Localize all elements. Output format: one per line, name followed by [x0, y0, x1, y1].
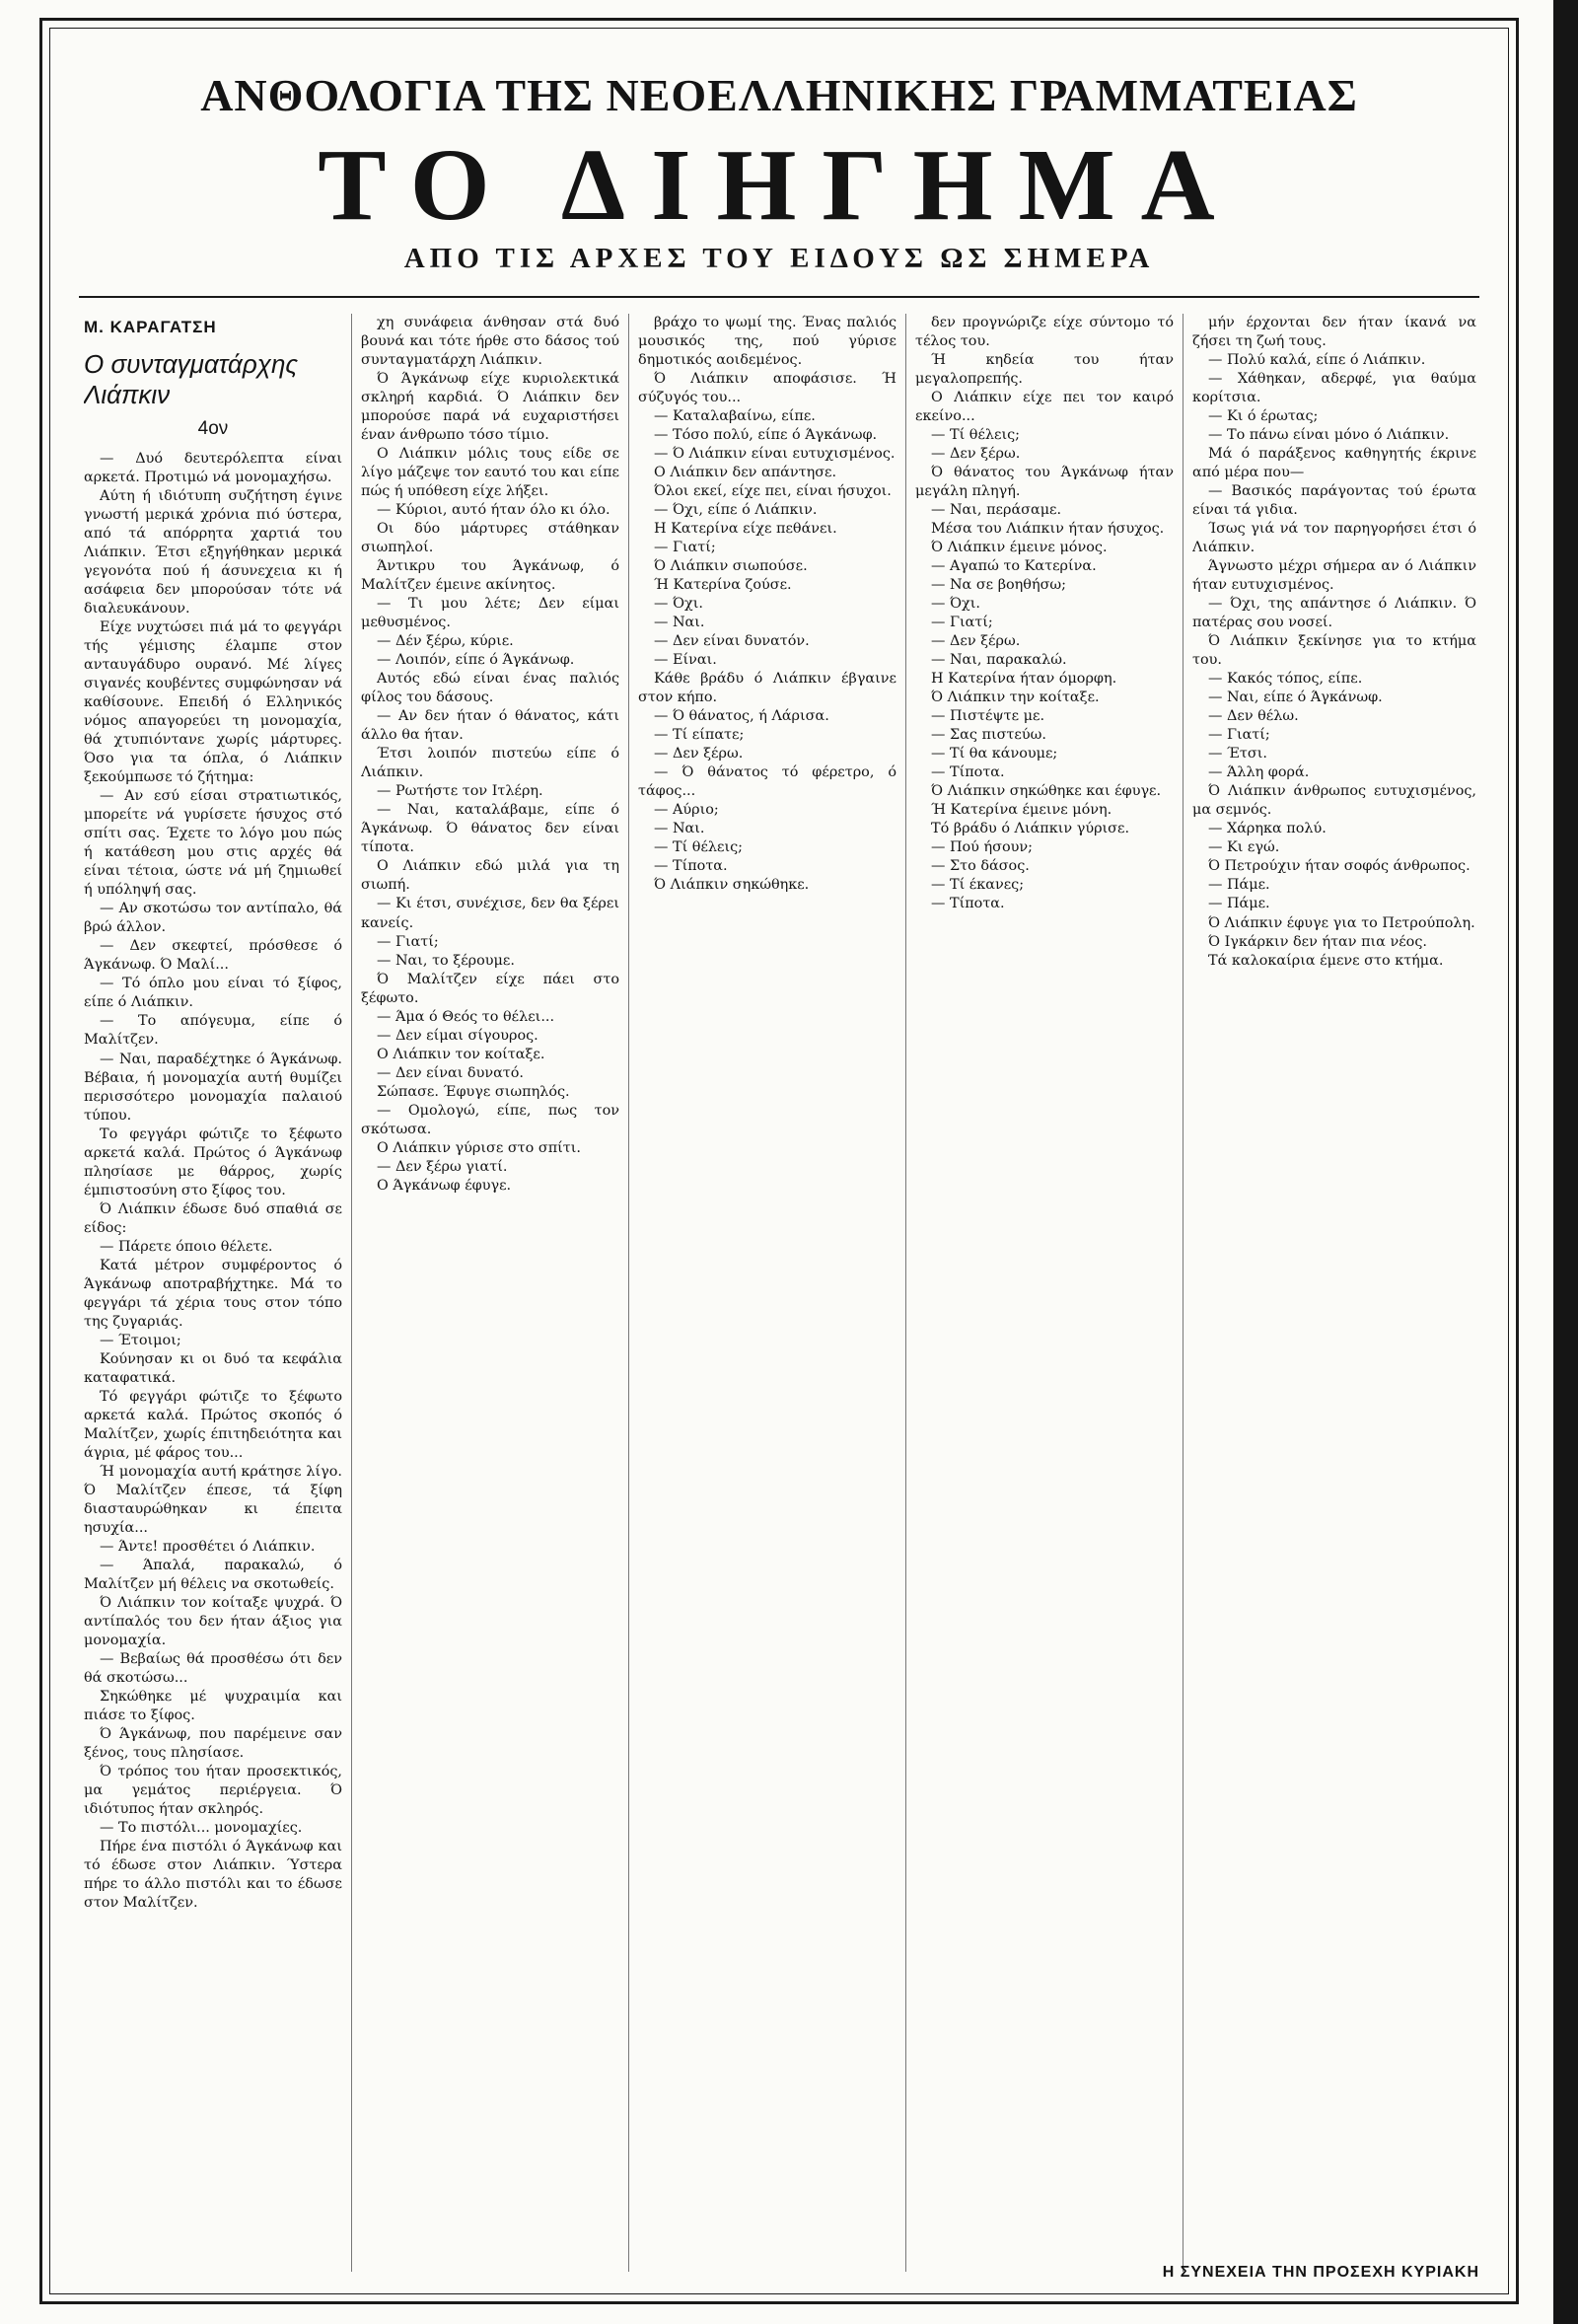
paragraph: Η Κατερίνα ήταν όμορφη. [931, 671, 1117, 688]
paragraph: Ή κηδεία του ήταν μεγαλοπρεπής. [915, 352, 1174, 388]
paragraph: — Να σε βοηθήσω; [931, 577, 1066, 594]
paragraph: Ή Κατερίνα έμεινε μόνη. [931, 802, 1112, 819]
paragraph: — Όχι. [931, 596, 980, 613]
column-divider [351, 314, 352, 2272]
article-column-4 [915, 314, 1174, 2267]
paragraph: — Δεν ξέρω. [931, 446, 1021, 463]
paragraph: βράχο το ψωμί της. Ένας παλιός μουσικός της, πού γύρισε δημοτικός αοιδεμένος. [638, 315, 897, 369]
paragraph: — Αν σκοτώσω τον αντίπαλο, θά βρώ άλλον. [84, 901, 342, 936]
paragraph: — Ναι, παραδέχτηκε ό Άγκάνωφ. Βέβαια, ή μονομαχία αυτή θυμίζει περισσότερο μονομαχία παλαιού τύπου. [84, 1051, 342, 1124]
paragraph: — Ομολογώ, είπε, πως τον σκότωσα. [361, 1102, 619, 1137]
header-rule [79, 296, 1479, 298]
paragraph: — Όχι, είπε ό Λιάπκιν. [654, 502, 818, 519]
article-column-1 [84, 314, 342, 2267]
paragraph: Ό Λιάπκιν άνθρωπος ευτυχισμένος, μα σεμνός. [1192, 783, 1476, 819]
scan-edge [1553, 0, 1578, 2324]
paragraph: — Άλλη φορά. [1208, 764, 1310, 781]
paragraph: — Τό όπλο μου είναι τό ξίφος, είπε ό Λιάπκιν. [84, 976, 342, 1011]
paragraph: Σηκώθηκε μέ ψυχραιμία και πιάσε το ξίφος. [84, 1689, 342, 1724]
paragraph: Άγνωστο μέχρι σήμερα αν ό Λιάπκιν ήταν ευτυχισμένος. [1192, 558, 1476, 594]
paragraph: — Άντε! προσθέτει ό Λιάπκιν. [100, 1538, 316, 1555]
paragraph: Τό βράδυ ό Λιάπκιν γύρισε. [931, 821, 1130, 837]
paragraph: Σώπασε. Έφυγε σιωπηλός. [377, 1083, 570, 1100]
paragraph: — Γιατί; [1208, 727, 1270, 744]
paragraph: — Βασικός παράγοντας τού έρωτα είναι τά γιδια. [1192, 483, 1476, 519]
paragraph: — Έτσι. [1208, 746, 1267, 763]
paragraph: — Όχι, της απάντησε ό Λιάπκιν. Ό πατέρας σου νοσεί. [1192, 596, 1476, 631]
paragraph: — Τίποτα. [654, 858, 728, 875]
paragraph: Κατά μέτρον συμφέροντος ό Άγκάνωφ αποτραβήχτηκε. Μά το φεγγάρι τά χέρια τους στον τόπο της ζυγαριάς. [84, 1257, 342, 1330]
paragraph: δεν προγνώριζε είχε σύντομο τό τέλος του. [915, 315, 1174, 350]
paragraph: Ο Λιάπκιν γύρισε στο σπίτι. [377, 1139, 581, 1156]
paragraph: Ό Πετρούχιν ήταν σοφός άνθρωπος. [1208, 858, 1470, 875]
subtitle: ΑΠΟ ΤΙΣ ΑΡΧΕΣ ΤΟΥ ΕΙΔΟΥΣ ΩΣ ΣΗΜΕΡΑ [403, 242, 1155, 274]
paragraph: — Κακός τόπος, είπε. [1208, 671, 1363, 688]
paragraph: — Πού ήσουν; [931, 839, 1033, 856]
paragraph: — Στο δάσος. [931, 858, 1030, 875]
paragraph: Έτσι λοιπόν πιστεύω είπε ό Λιάπκιν. [361, 746, 619, 781]
paragraph: Ο Λιάπκιν εδώ μιλά για τη σιωπή. [361, 858, 619, 894]
paragraph: Ο Λιάπκιν δεν απάντησε. [654, 465, 837, 481]
paragraph: Πήρε ένα πιστόλι ό Άγκάνωφ και τό έδωσε στον Λιάπκιν. Ύστερα πήρε το άλλο πιστόλι και το έδωσε στον Μαλίτζεν. [84, 1839, 342, 1912]
paragraph: Οι δύο μάρτυρες στάθηκαν σιωπηλοί. [361, 521, 619, 556]
paragraph: — Το πιστόλι... μονομαχίες. [100, 1820, 303, 1837]
paragraph: — Τί θέλεις; [931, 427, 1021, 444]
paragraph: — Τί έκανες; [931, 877, 1025, 894]
paragraph: Ό Λιάπκιν σηκώθηκε. [654, 877, 810, 894]
paragraph: Η Κατερίνα είχε πεθάνει. [654, 521, 837, 538]
article-column-5 [1192, 314, 1476, 2267]
paragraph: Μά ό παράξενος καθηγητής έκρινε από μέρα που— [1192, 446, 1476, 481]
paragraph: Ο Άγκάνωφ έφυγε. [377, 1177, 512, 1194]
paragraph: — Γιατί; [654, 540, 716, 556]
paragraph: — Πάρετε όποιο θέλετε. [100, 1238, 273, 1255]
paragraph: — Σας πιστεύω. [931, 727, 1046, 744]
article-column-2 [361, 314, 619, 2267]
paragraph: Μέσα του Λιάπκιν ήταν ήσυχος. [931, 521, 1165, 538]
paragraph: — Λοιπόν, είπε ό Άγκάνωφ. [377, 652, 575, 669]
paragraph: Ή Κατερίνα ζούσε. [654, 577, 792, 594]
paragraph: — Δεν σκεφτεί, πρόσθεσε ό Άγκάνωφ. Ό Μαλί... [84, 938, 342, 974]
paragraph: — Δεν είναι δυνατόν. [654, 633, 810, 650]
paragraph: — Ό Λιάπκιν είναι ευτυχισμένος. [654, 446, 896, 463]
paragraph: — Χάθηκαν, αδερφέ, για θαύμα κορίτσια. [1192, 371, 1476, 406]
author-name: Μ. ΚΑΡΑΓΑΤΣΗ [84, 318, 217, 336]
paragraph: — Τί είπατε; [654, 727, 745, 744]
paragraph: — Το απόγευμα, είπε ό Μαλίτζεν. [84, 1013, 342, 1049]
paragraph: — Τί θα κάνουμε; [931, 746, 1058, 763]
paragraph: — Δέν ξέρω, κύριε. [377, 633, 514, 650]
paragraph: Όλοι εκεί, είχε πει, είναι ήσυχοι. [654, 483, 892, 500]
paragraph: Ο Λιάπκιν μόλις τους είδε σε λίγο μάζεψε τον εαυτό του και είπε πώς ή υπόθεση είχε λήξει. [361, 446, 619, 500]
paragraph: Κούνησαν κι οι δυό τα κεφάλια καταφατικά. [84, 1350, 342, 1386]
paragraph: — Όχι. [654, 596, 703, 613]
paragraph: — Τίποτα. [931, 896, 1005, 912]
paragraph: — Βεβαίως θά προσθέσω ότι δεν θά σκοτώσω... [84, 1651, 342, 1687]
paragraph: Ό Λιάπκιν τον κοίταξε ψυχρά. Ό αντίπαλός του δεν ήταν άξιος για μονομαχία. [84, 1594, 342, 1648]
paragraph: — Αγαπώ το Κατερίνα. [931, 558, 1097, 575]
paragraph: Ό τρόπος του ήταν προσεκτικός, μα γεμάτος περιέργεια. Ό ιδιότυπος ήταν σκληρός. [84, 1764, 342, 1818]
paragraph: Ό Μαλίτζεν είχε πάει στο ξέφωτο. [361, 971, 619, 1006]
paragraph: Ίσως γιά νά τον παρηγορήσει έτσι ό Λιάπκιν. [1192, 521, 1476, 556]
paragraph: Ο Λιάπκιν τον κοίταξε. [377, 1046, 545, 1062]
paragraph: — Καταλαβαίνω, είπε. [654, 408, 816, 425]
paragraph: — Δεν ξέρω γιατί. [377, 1158, 508, 1175]
column-divider [905, 314, 906, 2272]
paragraph: — Τίποτα. [931, 764, 1005, 781]
paragraph: — Ναι, καταλάβαμε, είπε ό Άγκάνωφ. Ό θάνατος δεν είναι τίποτα. [361, 802, 619, 856]
paragraph: Ό θάνατος του Άγκάνωφ ήταν μεγάλη πληγή. [915, 465, 1174, 500]
paragraph: — Κύριοι, αυτό ήταν όλο κι όλο. [377, 502, 610, 519]
paragraph: Ο Λιάπκιν είχε πει τον καιρό εκείνο... [915, 390, 1174, 425]
paragraph: Είχε νυχτώσει πιά μά το φεγγάρι τής γέμισης έλαμπε στον ανταυγάδυρο ουρανό. Μέ λίγες σιγανές κουβέντες συμφώνησαν νά καθίσουνε. Επειδή ό Ελληνικός νόμος απαγορεύει τη μονομαχία, θά χτυπιόντανε χωρίς μάρτυρες. Όσο για τα όπλα, ό Λιάπκιν ξεκούμπωσε τό ζήτημα: [84, 619, 342, 786]
paragraph: — Ναι, είπε ό Άγκάνωφ. [1208, 690, 1383, 706]
paragraph: Τά καλοκαίρια έμενε στο κτήμα. [1208, 952, 1444, 969]
paragraph: — Πιστέψτε με. [931, 708, 1045, 725]
paragraph: Ό Λιάπκιν ξεκίνησε για το κτήμα του. [1192, 633, 1476, 669]
column-divider [628, 314, 629, 2272]
paragraph: — Ναι, το ξέρουμε. [377, 952, 515, 969]
paragraph: — Είναι. [654, 652, 717, 669]
paragraph: — Κι έτσι, συνέχισε, δεν θα ξέρει κανείς. [361, 896, 619, 931]
paragraph: — Άπαλά, παρακαλώ, ό Μαλίτζεν μή θέλεις να σκοτωθείς. [84, 1557, 342, 1592]
paragraph: Αυτός εδώ είναι ένας παλιός φίλος του δάσους. [361, 671, 619, 706]
paragraph: — Ναι, περάσαμε. [931, 502, 1062, 519]
episode-number: 4ον [197, 418, 229, 439]
story-title: Ο συνταγματάρχης Λιάπκιν [84, 349, 299, 409]
paragraph: — Δεν ξέρω. [931, 633, 1021, 650]
paragraph: — Δεν είμαι σίγουρος. [377, 1027, 538, 1044]
paragraph: — Αύριο; [654, 802, 719, 819]
paragraph: Άντικρυ του Άγκάνωφ, ό Μαλίτζεν έμεινε ακίνητος. [361, 558, 619, 594]
paragraph: Το φεγγάρι φώτιζε το ξέφωτο αρκετά καλά. Πρώτος ό Άγκάνωφ πλησίασε με θάρρος, χωρίς έμπιστοσύνη στο ξίφος του. [84, 1126, 342, 1198]
paragraph: — Τόσο πολύ, είπε ό Άγκάνωφ. [654, 427, 878, 444]
paragraph: Ό Ιγκάρκιν δεν ήταν πια νέος. [1208, 933, 1427, 950]
paragraph: — Δεν είναι δυνατό. [377, 1064, 524, 1081]
paragraph: — Γιατί; [377, 933, 439, 950]
paragraph: Ό Λιάπκιν σηκώθηκε και έφυγε. [931, 783, 1162, 800]
column-divider [1183, 314, 1184, 2272]
paragraph: — Άμα ό Θεός το θέλει... [377, 1008, 555, 1025]
paragraph: — Χάρηκα πολύ. [1208, 821, 1327, 837]
paragraph: Ό Λιάπκιν έδωσε δυό σπαθιά σε είδος: [84, 1200, 342, 1236]
paragraph: Τό φεγγάρι φώτιζε το ξέφωτο αρκετά καλά. Πρώτος σκοπός ό Μαλίτζεν, χωρίς έπιτηδειότητα και άγρια, μέ φάρος του... [84, 1388, 342, 1461]
paragraph: — Ρωτήστε τον Ιτλέρη. [377, 783, 543, 800]
paragraph: — Δεν ξέρω. [654, 746, 744, 763]
paragraph: — Τί θέλεις; [654, 839, 744, 856]
paragraph: — Ναι, παρακαλώ. [931, 652, 1067, 669]
paragraph: — Ό θάνατος τό φέρετρο, ό τάφος... [638, 764, 897, 800]
paragraph: — Γιατί; [931, 615, 993, 631]
paragraph: — Δυό δευτερόλεπτα είναι αρκετά. Προτιμώ νά μονομαχήσω. [84, 451, 342, 486]
paragraph: — Το πάνω είναι μόνο ό Λιάπκιν. [1208, 427, 1450, 444]
paragraph: — Αν εσύ είσαι στρατιωτικός, μπορείτε νά γυρίσετε ήσυχος στό σπίτι σας. Έχετε το λόγο μου πώς ή κατάθεση μου στις αρχές θά είναι τέτοια, ώστε νά μή ζημιωθεί ή υπόληψή σας. [84, 788, 342, 899]
article-column-3 [638, 314, 897, 2267]
paragraph: — Κι ό έρωτας; [1208, 408, 1319, 425]
paragraph: Αύτη ή ιδιότυπη συζήτηση έγινε γνωστή μερικά χρόνια πιό ύστερα, από τά απόρρητα χαρτιά του Λιάπκιν. Έτσι εξηγήθηκαν μερικά γεγονότα πού ή άσυνεχεια κι ή ασάφεια δεν μπορούσαν τότε νά διαλευκάνουν. [84, 488, 342, 617]
paragraph: — Έτοιμοι; [100, 1332, 181, 1348]
paragraph: Ό Άγκάνωφ είχε κυριολεκτικά σκληρή καρδιά. Ό Λιάπκιν δεν μπορούσε παρά νά ευχαριστήσει έναν άνθρωπο τόσο τίμιο. [361, 371, 619, 444]
paragraph: χη συνάφεια άνθησαν στά δυό βουνά και τότε ήρθε στο δάσος τού συνταγματάρχη Λιάπκιν. [361, 315, 619, 369]
paragraph: Ό Λιάπκιν έφυγε για το Πετρούπολη. [1208, 914, 1475, 931]
paragraph: — Κι εγώ. [1208, 839, 1280, 856]
continuation-note: Η ΣΥΝΕΧΕΙΑ ΤΗΝ ΠΡΟΣΕΧΗ ΚΥΡΙΑΚΗ [1162, 2264, 1479, 2281]
paragraph: Ό Άγκάνωφ, που παρέμεινε σαν ξένος, τους πλησίασε. [84, 1726, 342, 1762]
paragraph: Ό Λιάπκιν αποφάσισε. Ή σύζυγός του... [638, 371, 897, 406]
paragraph: — Ναι. [654, 821, 705, 837]
paragraph: Ό Λιάπκιν σιωπούσε. [654, 558, 808, 575]
paragraph: Κάθε βράδυ ό Λιάπκιν έβγαινε στον κήπο. [638, 671, 897, 706]
main-title: ΤΟ ΔΙΗΓΗΜΑ [318, 127, 1241, 242]
paragraph: — Τι μου λέτε; Δεν είμαι μεθυσμένος. [361, 596, 619, 631]
paragraph: — Αν δεν ήταν ό θάνατος, κάτι άλλο θα ήταν. [361, 708, 619, 744]
paragraph: — Πολύ καλά, είπε ό Λιάπκιν. [1208, 352, 1426, 369]
paragraph: Ή μονομαχία αυτή κράτησε λίγο. Ό Μαλίτζεν έπεσε, τά ξίφη διασταυρώθηκαν κι έπειτα ησυχία... [84, 1463, 342, 1536]
paragraph: — Ό θάνατος, ή Λάρισα. [654, 708, 829, 725]
paragraph: — Δεν θέλω. [1208, 708, 1299, 725]
page-header [79, 71, 1479, 275]
paragraph: Ό Λιάπκιν έμεινε μόνος. [931, 540, 1108, 556]
paragraph: — Πάμε. [1208, 877, 1270, 894]
paragraph: — Πάμε. [1208, 896, 1270, 912]
paragraph: μήν έρχονται δεν ήταν ίκανά να ζήσει τη ζωή τους. [1192, 315, 1476, 350]
paragraph: — Ναι. [654, 615, 705, 631]
series-title: ΑΝΘΟΛΟΓΙΑ ΤΗΣ ΝΕΟΕΛΛΗΝΙΚΗΣ ΓΡΑΜΜΑΤΕΙΑΣ [200, 70, 1358, 120]
paragraph: Ό Λιάπκιν την κοίταξε. [931, 690, 1100, 706]
